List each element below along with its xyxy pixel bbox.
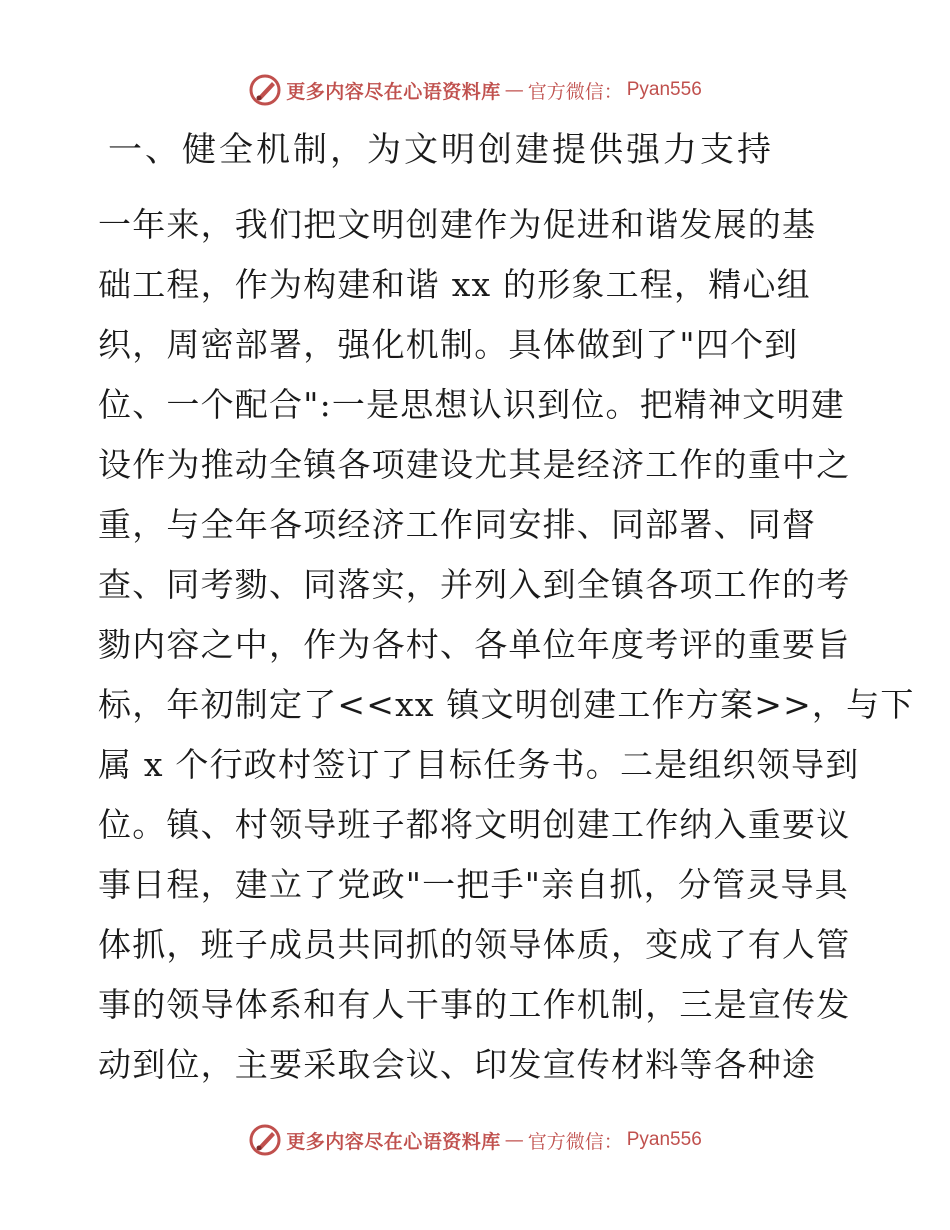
wechat-id: Pyan556 (626, 79, 702, 100)
library-text: 更多内容尽在心语资料库 (286, 1130, 501, 1153)
text-line: 一年来，我们把文明创建作为促进和谐发展的基 (98, 205, 817, 244)
text-line: 事的领导体系和有人干事的工作机制，三是宣传发 (98, 985, 851, 1024)
body-paragraph (98, 195, 915, 1095)
pen-logo-icon (248, 73, 282, 107)
text-line: 事日程，建立了党政"一把手"亲自抓，分管灵导具 (98, 865, 849, 904)
text-line: 勠内容之中，作为各村、各单位年度考评的重要旨 (98, 625, 851, 664)
section-heading: 一、健全机制，为文明创建提供强力支持 (108, 130, 774, 170)
text-line: 属 x 个行政村签订了目标任务书。二是组织领导到 (98, 745, 860, 784)
text-line: 设作为推动全镇各项建设尤其是经济工作的重中之 (98, 445, 851, 484)
header-banner (0, 70, 950, 110)
text-line: 查、同考勠、同落实，并列入到全镇各项工作的考 (98, 565, 851, 604)
banner-dash: — (504, 79, 524, 101)
text-line: 动到位，主要采取会议、印发宣传材料等各种途 (98, 1045, 817, 1084)
wechat-id: Pyan556 (626, 1129, 702, 1150)
library-text: 更多内容尽在心语资料库 (286, 80, 501, 103)
text-line: 位。镇、村领导班子都将文明创建工作纳入重要议 (98, 805, 851, 844)
text-line: 位、一个配合":一是思想认识到位。把精神文明建 (98, 385, 845, 424)
pen-logo-icon (248, 1123, 282, 1157)
text-line: 础工程，作为构建和谐 xx 的形象工程，精心组 (98, 265, 811, 304)
footer-banner (0, 1120, 950, 1160)
wechat-label: 官方微信： (527, 80, 623, 103)
text-line: 织，周密部署，强化机制。具体做到了"四个到 (98, 325, 799, 364)
text-line: 体抓，班子成员共同抓的领导体质，变成了有人管 (98, 925, 851, 964)
text-line: 重，与全年各项经济工作同安排、同部署、同督 (98, 505, 817, 544)
text-line: 标，年初制定了<<xx 镇文明创建工作方案>>，与下 (98, 685, 915, 724)
banner-dash: — (504, 1129, 524, 1151)
wechat-label: 官方微信： (527, 1130, 623, 1153)
